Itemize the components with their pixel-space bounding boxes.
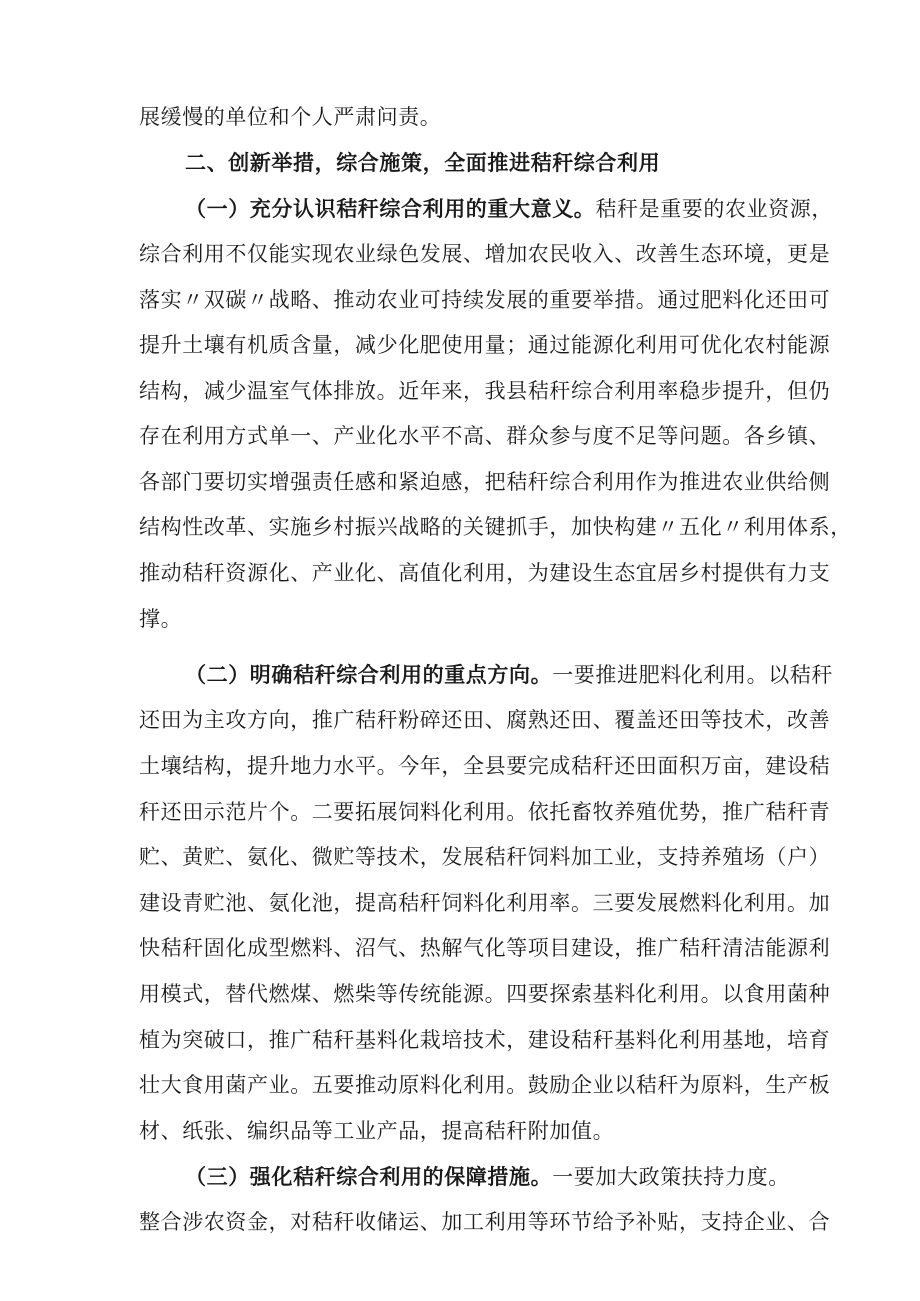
para2-line-10: 材、纸张、编织品等工业产品，提高秸秆附加值。 bbox=[139, 1119, 615, 1143]
para2-line-7: 用模式，替代燃煤、燃柴等传统能源。四要探索基料化利用。以食用菌种 bbox=[139, 982, 831, 1006]
section-heading: 二、创新举措，综合施策，全面推进秸秆综合利用 bbox=[185, 150, 661, 175]
para2-line-2: 土壤结构，提升地力水平。今年，全县要完成秸秆还田面积万亩，建设秸 bbox=[139, 754, 831, 778]
para2-line-6: 快秸秆固化成型燃料、沼气、热解气化等项目建设，推广秸秆清洁能源利 bbox=[139, 936, 831, 960]
para2-lead: （二）明确秸秆综合利用的重点方向。 bbox=[185, 662, 553, 687]
para2-line-8: 植为突破口，推广秸秆基料化栽培技术，建设秸秆基料化利用基地，培育 bbox=[139, 1028, 831, 1052]
para1-line-3: 提升土壤有机质含量，减少化肥使用量；通过能源化利用可优化农村能源 bbox=[139, 333, 831, 357]
para1-first-line bbox=[185, 195, 834, 223]
para1-line-6: 各部门要切实增强责任感和紧迫感，把秸秆综合利用作为推进农业供给侧 bbox=[139, 470, 831, 494]
para2-line-3: 秆还田示范片个。二要拓展饲料化利用。依托畜牧养殖优势，推广秸秆青 bbox=[139, 800, 831, 824]
para1-line-8: 推动秸秆资源化、产业化、高值化利用，为建设生态宜居乡村提供有力支 bbox=[139, 561, 831, 585]
para1-line-0: 秸秆是重要的农业资源， bbox=[595, 197, 834, 221]
para2-line-9: 壮大食用菌产业。五要推动原料化利用。鼓励企业以秸秆为原料，生产板 bbox=[139, 1073, 831, 1097]
intro-tail-line: 展缓慢的单位和个人严肃问责。 bbox=[139, 105, 442, 129]
para1-line-7: 结构性改革、实施乡村振兴战略的关键抓手，加快构建〃五化〃利用体系， bbox=[139, 515, 852, 539]
para1-line-5: 存在利用方式单一、产业化水平不高、群众参与度不足等问题。各乡镇、 bbox=[139, 424, 831, 448]
para1-line-9: 撑。 bbox=[139, 607, 183, 631]
para2-line-0: 一要推进肥料化利用。以秸秆 bbox=[552, 663, 834, 687]
para3-first-line bbox=[185, 1163, 799, 1191]
para3-lead: （三）强化秸秆综合利用的保障措施。 bbox=[185, 1164, 553, 1189]
para2-line-5: 建设青贮池、氨化池，提高秸秆饲料化利用率。三要发展燃料化利用。加 bbox=[139, 891, 831, 915]
para2-line-4: 贮、黄贮、氨化、微贮等技术，发展秸秆饲料加工业，支持养殖场（户） bbox=[139, 845, 831, 869]
para3-line-0: 一要加大政策扶持力度。 bbox=[552, 1165, 790, 1189]
para1-line-1: 综合利用不仅能实现农业绿色发展、增加农民收入、改善生态环境，更是 bbox=[139, 242, 831, 266]
para2-first-line bbox=[185, 661, 834, 689]
para1-lead: （一）充分认识秸秆综合利用的重大意义。 bbox=[185, 196, 596, 221]
para1-line-2: 落实〃双碳〃战略、推动农业可持续发展的重要举措。通过肥料化还田可 bbox=[139, 288, 831, 312]
para3-line-1: 整合涉农资金，对秸秆收储运、加工利用等环节给予补贴，支持企业、合 bbox=[139, 1210, 831, 1234]
para2-line-1: 还田为主攻方向，推广秸秆粉碎还田、腐熟还田、覆盖还田等技术，改善 bbox=[139, 708, 831, 732]
para1-line-4: 结构，减少温室气体排放。近年来，我县秸秆综合利用率稳步提升，但仍 bbox=[139, 379, 831, 403]
